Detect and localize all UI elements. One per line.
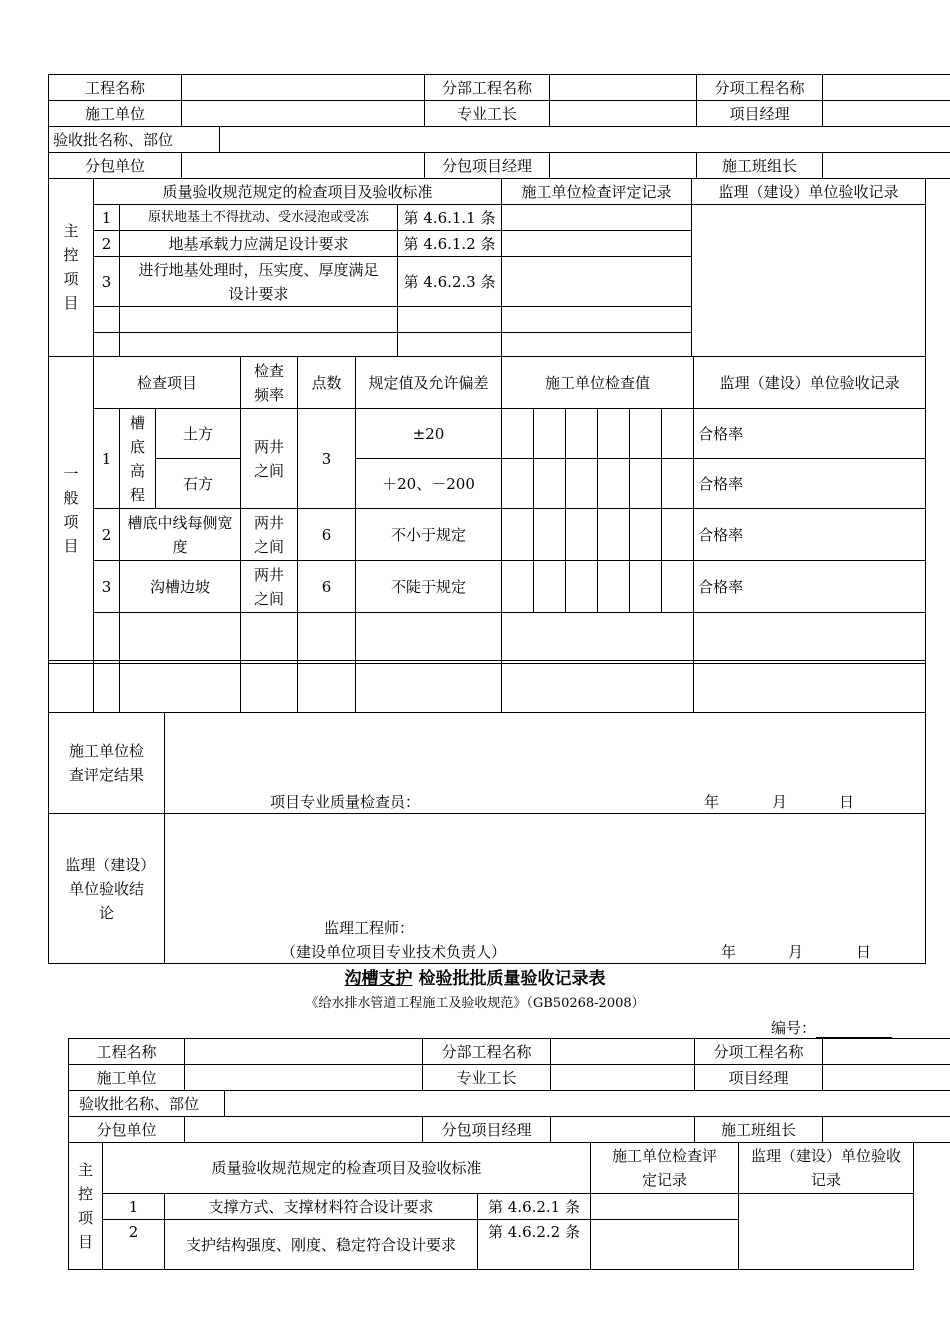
result-year: 年 — [704, 793, 720, 811]
general-empty-no — [94, 613, 120, 664]
field-subcontract-manager[interactable] — [550, 153, 697, 179]
pass-rate-label: 合格率 — [694, 561, 926, 613]
main-item-no: 1 — [94, 205, 120, 231]
field-foreman[interactable] — [551, 1065, 695, 1091]
label-project-name: 工程名称 — [49, 75, 182, 101]
general-item1-sub1: 土方 — [156, 409, 241, 459]
general-extra-freq[interactable] — [241, 661, 298, 713]
conclusion-day: 日 — [856, 943, 872, 961]
field-project-manager[interactable] — [823, 101, 950, 127]
general-item1-no: 1 — [94, 409, 120, 509]
result-day: 日 — [839, 793, 855, 811]
value-cell[interactable] — [566, 561, 598, 613]
field-project-name[interactable] — [185, 1039, 423, 1065]
form2-main-items-table — [68, 1142, 914, 1270]
value-cell[interactable] — [598, 409, 630, 459]
label-foreman: 专业工长 — [423, 1065, 551, 1091]
general-extra-points[interactable] — [298, 661, 356, 713]
general-item2-freq: 两井 之间 — [241, 509, 298, 561]
main-item-no-empty — [94, 333, 120, 357]
value-cell[interactable] — [534, 459, 566, 509]
general-section-label: 一 般 项 目 — [49, 357, 94, 664]
form2-item-no: 2 — [103, 1220, 165, 1270]
form2-item-no: 1 — [103, 1194, 165, 1220]
general-item2-tol: 不小于规定 — [356, 509, 502, 561]
form2-section-label: 主 控 项 目 — [69, 1143, 103, 1270]
general-extra-name[interactable] — [120, 661, 241, 713]
conclusion-month: 月 — [788, 943, 804, 961]
value-cell[interactable] — [534, 509, 566, 561]
general-item1-tol1: ±20 — [356, 409, 502, 459]
form2-item-clause: 第 4.6.2.2 条 — [478, 1220, 591, 1270]
general-extra-no — [94, 661, 120, 713]
label-subcontract-unit: 分包单位 — [49, 153, 182, 179]
general-item1-tol2: ＋20、－200 — [356, 459, 502, 509]
field-team-leader[interactable] — [823, 153, 950, 179]
main-item-no: 3 — [94, 257, 120, 307]
value-cell[interactable] — [566, 509, 598, 561]
main-item-clause: 第 4.6.2.3 条 — [398, 257, 502, 307]
main-item-text-empty[interactable] — [120, 307, 398, 333]
form1-header-table — [48, 74, 950, 179]
form2-col-supervisor: 监理（建设）单位验收记录 — [739, 1143, 914, 1194]
main-col-supervisor: 监理（建设）单位验收记录 — [692, 179, 926, 205]
conclusion-area[interactable] — [165, 814, 926, 964]
main-item-text-empty[interactable] — [120, 333, 398, 357]
form2-standard: 《给水排水管道工程施工及验收规范》（GB50268-2008） — [305, 996, 645, 1011]
label-subcontract-manager: 分包项目经理 — [423, 1117, 551, 1143]
general-item1-sub2: 石方 — [156, 459, 241, 509]
general-item2-points: 6 — [298, 509, 356, 561]
main-item-self-check-empty[interactable] — [502, 333, 692, 357]
general-extra-values[interactable] — [502, 661, 694, 713]
form2-title — [0, 964, 950, 989]
label-subitem-name: 分项工程名称 — [695, 1039, 823, 1065]
field-batch-name[interactable] — [220, 127, 950, 153]
label-subcontract-manager: 分包项目经理 — [425, 153, 550, 179]
label-project-manager: 项目经理 — [695, 1065, 823, 1091]
form2-title-underlined: 沟槽支护 — [344, 969, 413, 989]
main-item-text: 地基承载力应满足设计要求 — [120, 231, 398, 257]
value-cell[interactable] — [630, 561, 662, 613]
field-subcontract-manager[interactable] — [551, 1117, 695, 1143]
field-foreman[interactable] — [550, 101, 697, 127]
value-cell[interactable] — [566, 459, 598, 509]
form2-item-text: 支撑方式、支撑材料符合设计要求 — [165, 1194, 478, 1220]
pass-rate-label: 合格率 — [694, 459, 926, 509]
form1-signature-table — [48, 712, 926, 964]
general-empty-freq[interactable] — [241, 613, 298, 664]
main-item-text: 进行地基处理时，压实度、厚度满足设计要求 — [120, 257, 398, 307]
label-team-leader: 施工班组长 — [695, 1117, 823, 1143]
general-extra-supervisor[interactable] — [694, 661, 926, 713]
value-cell[interactable] — [630, 459, 662, 509]
value-cell[interactable] — [598, 509, 630, 561]
general-item1-points: 3 — [298, 409, 356, 509]
main-section-label: 主 控 项 目 — [49, 179, 94, 357]
form2-header-table — [68, 1038, 950, 1143]
form1-general-extra-row — [48, 660, 926, 713]
general-item1-name: 槽 底 高 程 — [120, 409, 156, 509]
value-cell[interactable] — [630, 409, 662, 459]
value-cell[interactable] — [502, 459, 534, 509]
general-extra-tol[interactable] — [356, 661, 502, 713]
field-subcontract-unit[interactable] — [182, 153, 425, 179]
value-cell[interactable] — [598, 459, 630, 509]
label-batch-name: 验收批名称、部位 — [49, 127, 220, 153]
general-item3-name: 沟槽边坡 — [120, 561, 241, 613]
value-cell[interactable] — [534, 561, 566, 613]
main-item-no-empty — [94, 307, 120, 333]
main-item-clause-empty[interactable] — [398, 307, 502, 333]
form2-supervisor-record[interactable] — [739, 1194, 914, 1270]
form2-item-text: 支护结构强度、刚度、稳定符合设计要求 — [165, 1220, 478, 1270]
value-cell[interactable] — [502, 409, 534, 459]
conclusion-year: 年 — [721, 943, 737, 961]
label-construction-unit: 施工单位 — [49, 101, 182, 127]
form1-general-items-table — [48, 356, 926, 664]
value-cell[interactable] — [534, 409, 566, 459]
general-empty-values[interactable] — [502, 613, 694, 664]
label-subcontract-unit: 分包单位 — [69, 1117, 185, 1143]
form2-col-standard: 质量验收规范规定的检查项目及验收标准 — [103, 1143, 591, 1194]
main-item-clause: 第 4.6.1.2 条 — [398, 231, 502, 257]
main-item-self-check-empty[interactable] — [502, 307, 692, 333]
general-extra-label — [49, 661, 94, 713]
main-supervisor-record[interactable] — [692, 205, 926, 357]
value-cell[interactable] — [630, 509, 662, 561]
form2-number-field[interactable] — [816, 1021, 892, 1038]
form2-number — [771, 1017, 892, 1038]
field-subitem-name[interactable] — [823, 75, 950, 101]
general-col-freq: 检查 频率 — [241, 357, 298, 409]
general-empty-points[interactable] — [298, 613, 356, 664]
value-cell[interactable] — [502, 561, 534, 613]
field-batch-name[interactable] — [225, 1091, 950, 1117]
main-item-clause: 第 4.6.1.1 条 — [398, 205, 502, 231]
general-empty-supervisor[interactable] — [694, 613, 926, 664]
general-empty-tol[interactable] — [356, 613, 502, 664]
value-cell[interactable] — [662, 561, 694, 613]
field-team-leader[interactable] — [823, 1117, 950, 1143]
general-item2-no: 2 — [94, 509, 120, 561]
value-cell[interactable] — [662, 509, 694, 561]
value-cell[interactable] — [598, 561, 630, 613]
main-col-standard: 质量验收规范规定的检查项目及验收标准 — [94, 179, 502, 205]
value-cell[interactable] — [662, 459, 694, 509]
label-construction-unit: 施工单位 — [69, 1065, 185, 1091]
general-item3-freq: 两井 之间 — [241, 561, 298, 613]
main-item-self-check[interactable] — [502, 231, 692, 257]
general-col-supervisor: 监理（建设）单位验收记录 — [694, 357, 926, 409]
general-item3-points: 6 — [298, 561, 356, 613]
label-foreman: 专业工长 — [425, 101, 550, 127]
main-item-self-check[interactable] — [502, 257, 692, 307]
label-project-manager: 项目经理 — [697, 101, 823, 127]
general-item2-name: 槽底中线每侧宽度 — [120, 509, 241, 561]
field-subcontract-unit[interactable] — [185, 1117, 423, 1143]
conclusion-owner-rep-label: （建设单位项目专业技术负责人） — [281, 943, 507, 961]
conclusion-label: 监理（建设）单位验收结论 — [49, 814, 165, 964]
main-item-clause-empty[interactable] — [398, 333, 502, 357]
field-construction-unit[interactable] — [182, 101, 425, 127]
form2-col-self-check: 施工单位检查评定记录 — [591, 1143, 739, 1194]
field-subitem-name[interactable] — [823, 1039, 950, 1065]
form2-item-self-check[interactable] — [591, 1194, 739, 1220]
label-batch-name: 验收批名称、部位 — [69, 1091, 225, 1117]
main-col-self-check: 施工单位检查评定记录 — [502, 179, 692, 205]
main-item-no: 2 — [94, 231, 120, 257]
label-division-name: 分部工程名称 — [423, 1039, 551, 1065]
form1-main-items-table — [48, 178, 926, 357]
general-item1-freq: 两井 之间 — [241, 409, 298, 509]
result-inspector-label: 项目专业质量检查员： — [270, 793, 421, 811]
field-division-name[interactable] — [551, 1039, 695, 1065]
result-month: 月 — [772, 793, 788, 811]
field-project-name[interactable] — [182, 75, 425, 101]
field-construction-unit[interactable] — [185, 1065, 423, 1091]
form2-number-label: 编号： — [771, 1019, 817, 1037]
label-division-name: 分部工程名称 — [425, 75, 550, 101]
label-subitem-name: 分项工程名称 — [697, 75, 823, 101]
conclusion-engineer-label: 监理工程师： — [324, 919, 415, 937]
label-project-name: 工程名称 — [69, 1039, 185, 1065]
value-cell[interactable] — [566, 409, 598, 459]
field-project-manager[interactable] — [823, 1065, 950, 1091]
result-label: 施工单位检查评定结果 — [49, 713, 165, 814]
general-col-tolerance: 规定值及允许偏差 — [356, 357, 502, 409]
general-col-item: 检查项目 — [94, 357, 241, 409]
pass-rate-label: 合格率 — [694, 509, 926, 561]
label-team-leader: 施工班组长 — [697, 153, 823, 179]
field-division-name[interactable] — [550, 75, 697, 101]
form2-item-clause: 第 4.6.2.1 条 — [478, 1194, 591, 1220]
main-item-self-check[interactable] — [502, 205, 692, 231]
pass-rate-label: 合格率 — [694, 409, 926, 459]
general-col-values: 施工单位检查值 — [502, 357, 694, 409]
value-cell[interactable] — [662, 409, 694, 459]
form2-title-rest: 检验批批质量验收记录表 — [412, 969, 606, 989]
general-col-points: 点数 — [298, 357, 356, 409]
form2-item-self-check[interactable] — [591, 1220, 739, 1270]
general-item3-tol: 不陡于规定 — [356, 561, 502, 613]
general-empty-name[interactable] — [120, 613, 241, 664]
value-cell[interactable] — [502, 509, 534, 561]
main-item-text: 原状地基土不得扰动、受水浸泡或受冻 — [120, 205, 398, 231]
general-item3-no: 3 — [94, 561, 120, 613]
